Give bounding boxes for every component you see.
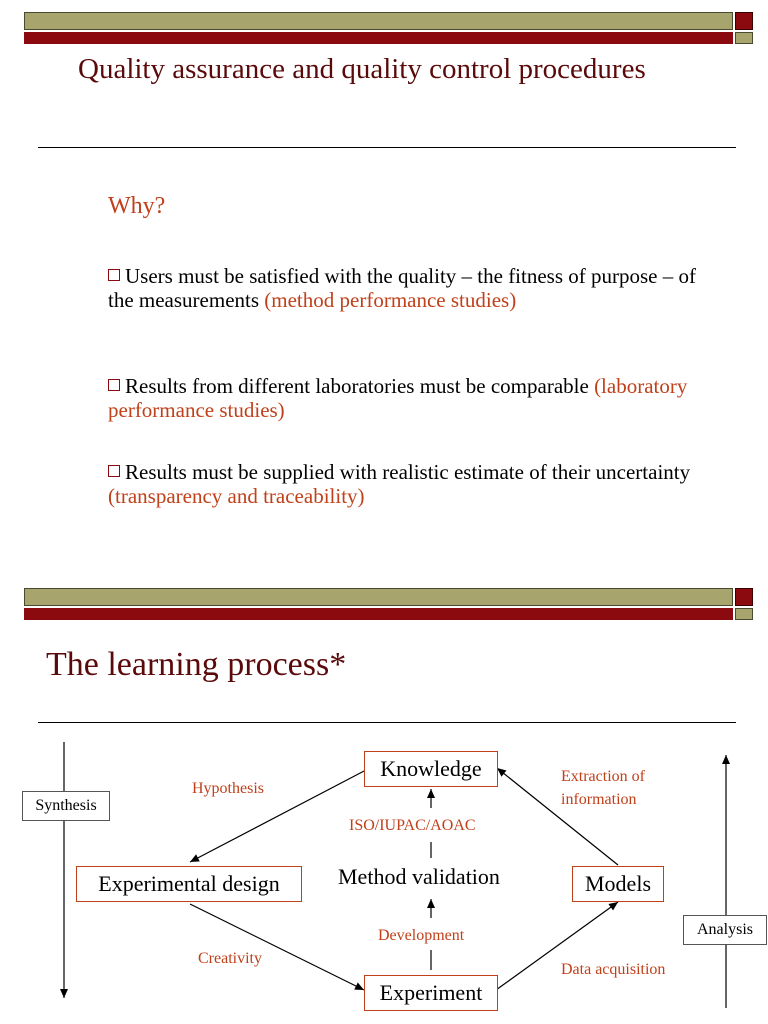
creativity-arrow bbox=[190, 904, 364, 990]
header-square-olive bbox=[735, 32, 753, 44]
slide-title: Quality assurance and quality control procedures bbox=[78, 53, 646, 85]
bullet-uncertainty bbox=[108, 460, 718, 508]
models-node: Models bbox=[572, 866, 664, 902]
data-acquisition-label: Data acquisition bbox=[561, 961, 666, 978]
square-bullet-icon bbox=[108, 379, 120, 391]
slide-learning-process bbox=[0, 580, 768, 1024]
diagram-arrows bbox=[0, 580, 768, 1024]
bullet-text: Results from different laboratories must be comparable bbox=[125, 374, 589, 398]
bullet-note: (laboratory performance studies) bbox=[108, 374, 688, 422]
header-band-olive bbox=[24, 12, 733, 30]
bullet-note: (transparency and traceability) bbox=[108, 484, 365, 508]
square-bullet-icon bbox=[108, 269, 120, 281]
extraction-label-line1: Extraction of bbox=[561, 768, 645, 785]
experimental-design-node: Experimental design bbox=[76, 866, 302, 902]
synthesis-label: Synthesis bbox=[22, 791, 110, 821]
slide-title: The learning process* bbox=[46, 646, 347, 683]
hypothesis-label: Hypothesis bbox=[192, 780, 264, 797]
experiment-node: Experiment bbox=[364, 975, 498, 1011]
analysis-label: Analysis bbox=[683, 915, 767, 945]
development-label: Development bbox=[378, 927, 465, 944]
square-bullet-icon bbox=[108, 465, 120, 477]
why-heading: Why? bbox=[108, 193, 166, 219]
method-validation-text: Method validation bbox=[338, 864, 500, 889]
bullet-text: Users must be satisfied with the quality – the fitness of purpose – of the measurements bbox=[108, 264, 696, 312]
knowledge-node: Knowledge bbox=[364, 751, 498, 787]
bullet-text: Results must be supplied with realistic estimate of their uncertainty bbox=[125, 460, 691, 484]
header-band-maroon bbox=[24, 32, 733, 44]
bullet-note: (method performance studies) bbox=[264, 288, 517, 312]
creativity-label: Creativity bbox=[198, 950, 262, 967]
header-square-maroon bbox=[735, 12, 753, 30]
extraction-label-line2: information bbox=[561, 791, 637, 808]
bullet-laboratory-performance bbox=[108, 374, 718, 422]
title-divider bbox=[38, 147, 736, 148]
iso-label: ISO/IUPAC/AOAC bbox=[349, 817, 476, 834]
bullet-method-performance bbox=[108, 264, 718, 312]
